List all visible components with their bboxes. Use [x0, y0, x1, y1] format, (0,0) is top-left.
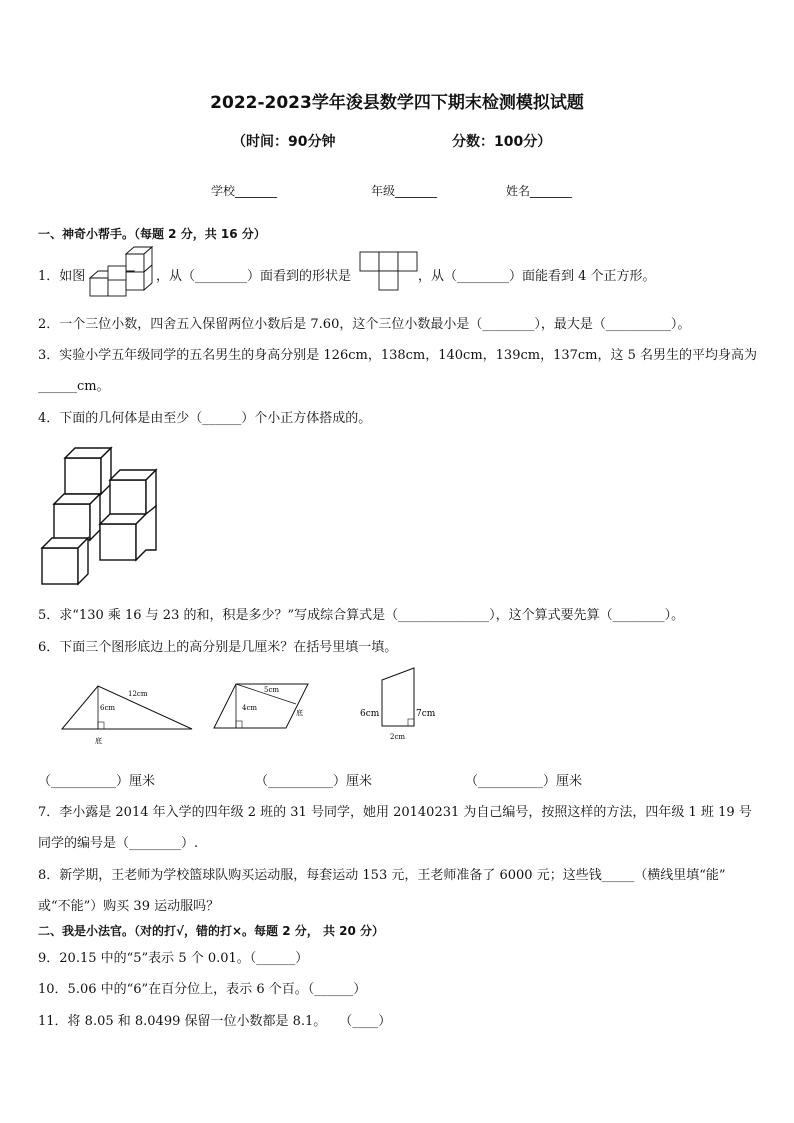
q6-fig1-height-label: 6cm: [100, 704, 116, 712]
q4-cube-stack-figure: [40, 444, 170, 589]
name-field: 姓名_______: [506, 184, 573, 198]
q7-line1: 7．李小露是 2014 年入学的四年级 2 班的 31 号同学，她用 20140231 为自己编号，按照这样的方法，四年级 1 班 19 号: [38, 805, 752, 820]
exam-time: （时间：90分钟: [232, 134, 336, 150]
q6-parallelogram-figure: [212, 682, 312, 732]
q11-text: 11．将 8.05 和 8.0499 保留一位小数都是 8.1。 （____）: [38, 1014, 392, 1029]
school-field: 学校_______: [211, 184, 278, 198]
q6-fig2-height-label: 4cm: [242, 704, 258, 712]
q10-text: 10．5.06 中的“6”在百分位上，表示 6 个百。（______）: [38, 982, 367, 997]
q2-text: 2．一个三位小数，四舍五入保留两位小数后是 7.60，这个三位小数最小是（________），最大是（__________）。: [38, 317, 691, 332]
q6-text: 6．下面三个图形底边上的高分别是几厘米？在括号里填一填。: [38, 640, 398, 655]
section1-heading: 一、神奇小帮手。（每题 2 分，共 16 分）: [38, 227, 266, 241]
q6-fig3-base-label: 2cm: [390, 733, 406, 741]
q6-answer3: （__________）厘米: [465, 774, 583, 789]
q6-answer1: （__________）厘米: [38, 774, 156, 789]
q6-fig1-hyp-label: 12cm: [128, 690, 148, 698]
q6-fig3-left-label: 6cm: [360, 709, 380, 719]
q6-fig3-right-label: 7cm: [416, 709, 436, 719]
section2-heading: 二、我是小法官。（对的打√，错的打×。每题 2 分， 共 20 分）: [38, 924, 384, 938]
q6-trapezoid-figure: [360, 666, 440, 746]
q8-line1: 8．新学期，王老师为学校篮球队购买运动服，每套运动 153 元，王老师准备了 6000 元；这些钱_____（横线里填“能”: [38, 868, 726, 883]
q3-line1: 3．实验小学五年级同学的五名男生的身高分别是 126cm，138cm，140cm，139cm，137cm，这 5 名男生的平均身高为: [38, 348, 758, 363]
q5-text: 5．求“130 乘 16 与 23 的和，积是多少？”写成综合算式是（______________），这个算式要先算（________）。: [38, 608, 685, 623]
q7-line2: 同学的编号是（________）.: [38, 836, 199, 851]
exam-score: 分数：100分）: [452, 134, 552, 150]
q4-text: 4．下面的几何体是由至少（______）个小正方体搭成的。: [38, 411, 372, 426]
grade-field: 年级_______: [371, 184, 438, 198]
q1-part-b: ，从（________）面看到的形状是: [156, 269, 352, 284]
q1-cube-figure: [86, 244, 156, 298]
q6-fig2-base-label: 底: [296, 709, 303, 717]
q6-answer2: （__________）厘米: [255, 774, 373, 789]
q8-line2: 或“不能”）购买 39 运动服吗？: [38, 899, 220, 914]
q1-part-c: ，从（________）面能看到 4 个正方形。: [418, 269, 656, 284]
page-title: 2022-2023学年浚县数学四下期末检测模拟试题: [210, 93, 584, 113]
q6-fig1-base-label: 底: [95, 737, 102, 745]
q6-fig2-side-label: 5cm: [264, 686, 280, 694]
q1-part-a: 1．如图: [38, 269, 86, 284]
q1-front-view-figure: [360, 252, 420, 292]
q3-line2: ______cm。: [38, 379, 110, 394]
q9-text: 9．20.15 中的“5”表示 5 个 0.01。（______）: [38, 951, 309, 966]
q6-triangle-figure: [60, 684, 200, 749]
